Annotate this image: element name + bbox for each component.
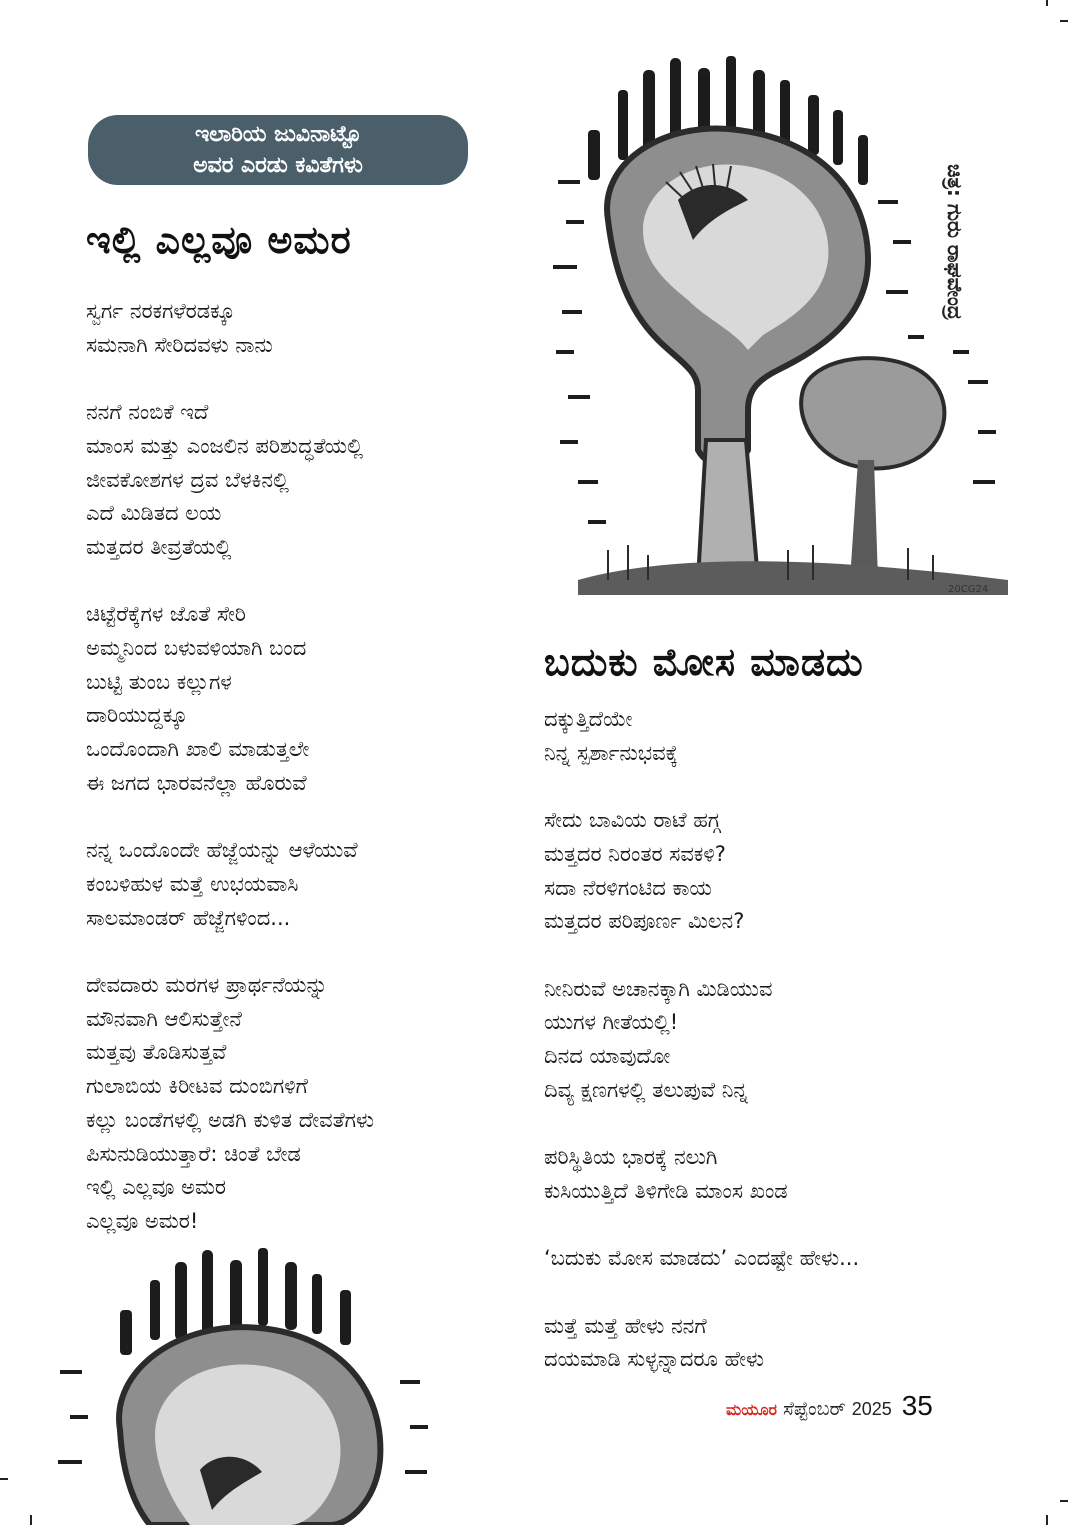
tree-illustration-bottom xyxy=(0,1240,470,1525)
poem-line: ನೀನಿರುವೆ ಅಚಾನಕ್ಕಾಗಿ ಮಿಡಿಯುವ xyxy=(544,976,773,1001)
issue-year: 2025 xyxy=(851,1399,892,1419)
poem1-title: ಇಲ್ಲಿ ಎಲ್ಲವೂ ಅಮರ xyxy=(86,218,352,262)
poem-line: ‘ಬದುಕು ಮೋಸ ಮಾಡದು’ ಎಂದಷ್ಟೇ ಹೇಳು... xyxy=(544,1246,860,1271)
poem-line: ಎಲ್ಲವೂ ಅಮರ! xyxy=(86,1208,199,1233)
stanza xyxy=(86,834,374,935)
banner-line-poet: ಇಲಾರಿಯ ಜುವಿನಾಟ್ಟೊ xyxy=(194,122,362,147)
poem2-title: ಬದುಕು ಮೋಸ ಮಾಡದು xyxy=(544,640,864,684)
poem-line: ಕಂಬಳಿಹುಳ ಮತ್ತೆ ಉಭಯವಾಸಿ xyxy=(86,871,299,896)
stanza xyxy=(544,1141,859,1208)
crop-mark xyxy=(1046,0,1048,6)
poem-line: ಸಮನಾಗಿ ಸೇರಿದವಳು ನಾನು xyxy=(86,332,273,357)
poem-line: ಮತ್ತದರ ಪರಿಪೂರ್ಣ ಮಿಲನ? xyxy=(544,909,745,934)
poem-line: ಒಂದೊಂದಾಗಿ ಖಾಲಿ ಮಾಡುತ್ತಲೇ xyxy=(86,737,310,762)
poem-line: ಸಾಲಮಾಂಡರ್ ಹೆಜ್ಜೆಗಳಿಂದ... xyxy=(86,905,291,930)
stanza xyxy=(544,1242,859,1276)
poet-banner xyxy=(88,115,468,185)
poem-line: ದಿವ್ಯ ಕ್ಷಣಗಳಲ್ಲಿ ತಲುಪುವೆ ನಿನ್ನ xyxy=(544,1077,748,1102)
poem1-body xyxy=(86,295,374,1239)
stanza xyxy=(86,598,374,800)
poem-line: ನಿನ್ನ ಸ್ಪರ್ಶಾನುಭವಕ್ಕೆ xyxy=(544,740,678,765)
poem2-body xyxy=(544,703,859,1377)
stanza xyxy=(86,969,374,1239)
poem-line: ಮತ್ತೆ ಮತ್ತೆ ಹೇಳು ನನಗೆ xyxy=(544,1313,707,1338)
poem-line: ಮಾಂಸ ಮತ್ತು ಎಂಜಲಿನ ಪರಿಶುದ್ಧತೆಯಲ್ಲಿ xyxy=(86,433,364,458)
poem-line: ಇಲ್ಲಿ ಎಲ್ಲವೂ ಅಮರ xyxy=(86,1175,227,1200)
crop-mark xyxy=(1060,20,1068,22)
page-number: 35 xyxy=(901,1390,933,1421)
poem-line: ಪರಿಸ್ಥಿತಿಯ ಭಾರಕ್ಕೆ ನಲುಗಿ xyxy=(544,1145,718,1170)
poem-line: ಎದೆ ಮಿಡಿತದ ಲಯ xyxy=(86,501,222,526)
poem-line: ದಿನದ ಯಾವುದೋ xyxy=(544,1044,671,1068)
stanza xyxy=(544,973,859,1108)
magazine-brand: ಮಯೂರ xyxy=(726,1400,778,1419)
stanza xyxy=(544,703,859,770)
poem-line: ಕುಸಿಯುತ್ತಿದೆ ತಿಳಿಗೇಡಿ ಮಾಂಸ ಖಂಡ xyxy=(544,1178,788,1203)
banner-line-subtitle: ಅವರ ಎರಡು ಕವಿತೆಗಳು xyxy=(193,153,363,178)
poem-line: ಬುಟ್ಟಿ ತುಂಬ ಕಲ್ಲುಗಳ xyxy=(86,669,232,694)
poem-line: ಮತ್ತದರ ನಿರಂತರ ಸವಕಳಿ? xyxy=(544,841,726,866)
crop-mark xyxy=(1046,1515,1048,1525)
poem-line: ಕಲ್ಲು ಬಂಡೆಗಳಲ್ಲಿ ಅಡಗಿ ಕುಳಿತ ದೇವತೆಗಳು xyxy=(86,1107,375,1132)
poem-line: ಮತ್ತದರ ತೀವ್ರತೆಯಲ್ಲಿ xyxy=(86,534,232,559)
poem-line: ಮತ್ತವು ತೊಡಿಸುತ್ತವೆ xyxy=(86,1040,227,1065)
page-footer xyxy=(726,1390,933,1428)
poem-line: ಅಮ್ಮನಿಂದ ಬಳುವಳಿಯಾಗಿ ಬಂದ xyxy=(86,636,307,660)
poem-line: ದಾರಿಯುದ್ದಕ್ಕೂ xyxy=(86,703,188,728)
stanza xyxy=(544,1310,859,1377)
stanza xyxy=(86,396,374,565)
poem-line: ಸ್ವರ್ಗ ನರಕಗಳೆರಡಕ್ಕೂ xyxy=(86,299,235,323)
poem-line: ದೇವದಾರು ಮರಗಳ ಪ್ರಾರ್ಥನೆಯನ್ನು xyxy=(86,973,328,997)
poem-line: ಈ ಜಗದ ಭಾರವನೆಲ್ಲಾ ಹೊರುವೆ xyxy=(86,770,307,795)
poem-line: ಮೌನವಾಗಿ ಆಲಿಸುತ್ತೇನೆ xyxy=(86,1006,242,1031)
stanza xyxy=(544,804,859,939)
illustration-credit: ಚಿತ್ರ: ಗುರು ರಾಘವೇಂದ್ರ xyxy=(943,164,967,320)
poem-line: ಗುಲಾಬಿಯ ಕಿರೀಟವ ದುಂಬಿಗಳಿಗೆ xyxy=(86,1074,308,1099)
stanza xyxy=(86,295,374,362)
poem-line: ಪಿಸುನುಡಿಯುತ್ತಾರೆ: ಚಿಂತೆ ಬೇಡ xyxy=(86,1141,301,1166)
poem-line: ಚಿಟ್ಟೆರೆಕ್ಕೆಗಳ ಜೊತೆ ಸೇರಿ xyxy=(86,602,247,627)
tree-illustration xyxy=(548,50,1018,635)
poem-line: ಯುಗಳ ಗೀತೆಯಲ್ಲಿ! xyxy=(544,1010,679,1035)
poem-line: ಜೀವಕೋಶಗಳ ದ್ರವ ಬೆಳಕಿನಲ್ಲಿ xyxy=(86,467,289,492)
issue-month: ಸೆಪ್ಟೆಂಬರ್ xyxy=(783,1398,846,1420)
poem-line: ಸದಾ ನೆರಳಿಗಂಟಿದ ಕಾಯ xyxy=(544,875,712,900)
poem-line: ಸೇದು ಬಾವಿಯ ರಾಟೆ ಹಗ್ಗ xyxy=(544,808,721,833)
crop-mark xyxy=(1060,1500,1068,1502)
poem-line: ದಕ್ಕುತ್ತಿದೆಯೇ xyxy=(544,707,633,731)
poem-line: ದಯಮಾಡಿ ಸುಳ್ಳನ್ನಾದರೂ ಹೇಳು xyxy=(544,1347,765,1372)
poem-line: ನನಗೆ ನಂಬಿಕೆ ಇದೆ xyxy=(86,400,209,425)
poem-line: ನನ್ನ ಒಂದೊಂದೇ ಹೆಜ್ಜೆಯನ್ನು ಆಳೆಯುವೆ xyxy=(86,838,358,863)
illustration-signature: 20CG24 xyxy=(948,584,989,595)
